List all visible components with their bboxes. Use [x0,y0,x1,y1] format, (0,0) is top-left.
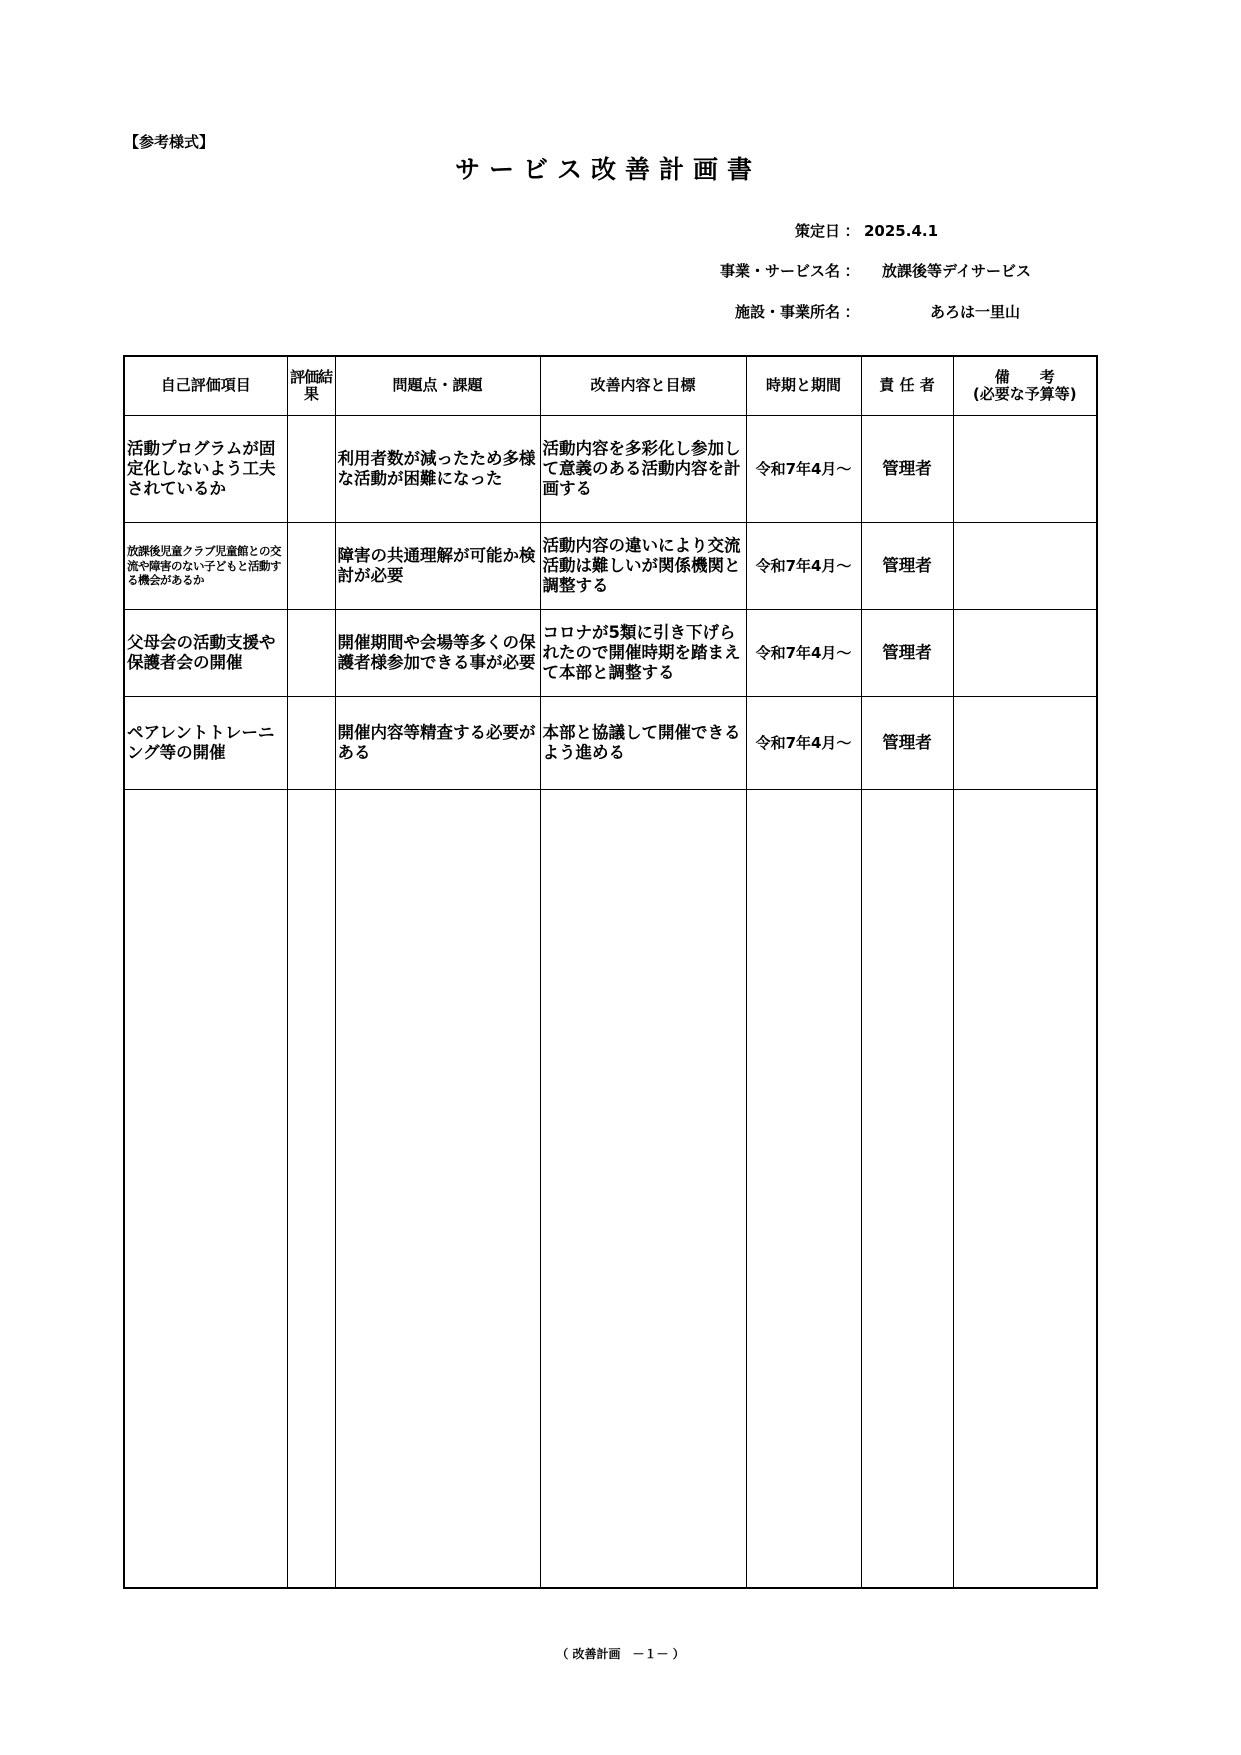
meta-separator: ： [844,303,860,321]
header-self-evaluation-item: 自己評価項目 [124,356,287,416]
cell-period: 令和7年4月～ [746,697,861,790]
cell-period: 令和7年4月～ [746,610,861,697]
cell-person: 管理者 [861,610,953,697]
service-label: 事業・サービス名 [719,262,840,280]
meta-facility [660,301,1020,322]
cell-issue: 利用者数が減ったため多様な活動が困難になった [335,416,540,523]
cell-result [287,416,335,523]
cell-remarks [953,610,1097,697]
cell-improvement: 活動内容の違いにより交流活動は難しいが関係機関と調整する [540,523,746,610]
cell-issue: 開催期間や会場等多くの保護者様参加できる事が必要 [335,610,540,697]
table-row [124,523,1097,610]
table-header-row [124,356,1097,416]
cell-item: 放課後児童クラブ児童館との交流や障害のない子どもと活動する機会があるか [124,523,287,610]
table-row [124,610,1097,697]
table-row-empty [124,790,1097,1589]
cell-empty [335,790,540,1589]
header-period: 時期と期間 [746,356,861,416]
cell-person: 管理者 [861,416,953,523]
cell-period: 令和7年4月～ [746,416,861,523]
remarks-title: 備 考 [994,367,1055,386]
date-label: 策定日 [794,222,840,240]
cell-item: 活動プログラムが固定化しないよう工夫されているか [124,416,287,523]
cell-empty [287,790,335,1589]
improvement-plan-table [123,355,1098,1589]
cell-empty [953,790,1097,1589]
cell-improvement: 活動内容を多彩化し参加して意義のある活動内容を計画する [540,416,746,523]
date-value: 2025.4.1 [864,222,939,240]
cell-empty [540,790,746,1589]
meta-separator: ： [844,222,860,240]
cell-issue: 障害の共通理解が可能か検討が必要 [335,523,540,610]
meta-separator: ： [844,262,860,280]
header-improvement: 改善内容と目標 [540,356,746,416]
cell-item: ペアレントトレーニング等の開催 [124,697,287,790]
cell-result [287,523,335,610]
cell-item: 父母会の活動支援や保護者会の開催 [124,610,287,697]
cell-empty [746,790,861,1589]
header-remarks [953,356,1097,416]
header-person-in-charge: 責 任 者 [861,356,953,416]
cell-period: 令和7年4月～ [746,523,861,610]
form-type-label: 【参考様式】 [124,133,215,151]
cell-person: 管理者 [861,697,953,790]
service-value: 放課後等デイサービス [882,262,1031,280]
facility-label: 施設・事業所名 [734,303,840,321]
table-row [124,416,1097,523]
cell-improvement: 本部と協議して開催できるよう進める [540,697,746,790]
remarks-subtitle: (必要な予算等) [972,385,1077,403]
cell-person: 管理者 [861,523,953,610]
cell-remarks [953,416,1097,523]
cell-result [287,610,335,697]
facility-value: あろは一里山 [930,303,1021,321]
meta-service [660,260,1031,281]
header-issue: 問題点・課題 [335,356,540,416]
header-evaluation-result: 評価結果 [287,356,335,416]
meta-date [740,220,938,241]
cell-empty [124,790,287,1589]
cell-issue: 開催内容等精査する必要がある [335,697,540,790]
page-footer: （ 改善計画 －１－ ） [556,1647,685,1661]
cell-remarks [953,697,1097,790]
cell-result [287,697,335,790]
cell-remarks [953,523,1097,610]
table-row [124,697,1097,790]
cell-empty [861,790,953,1589]
cell-improvement: コロナが5類に引き下げられたので開催時期を踏まえて本部と調整する [540,610,746,697]
document-title: サービス改善計画書 [455,155,762,184]
